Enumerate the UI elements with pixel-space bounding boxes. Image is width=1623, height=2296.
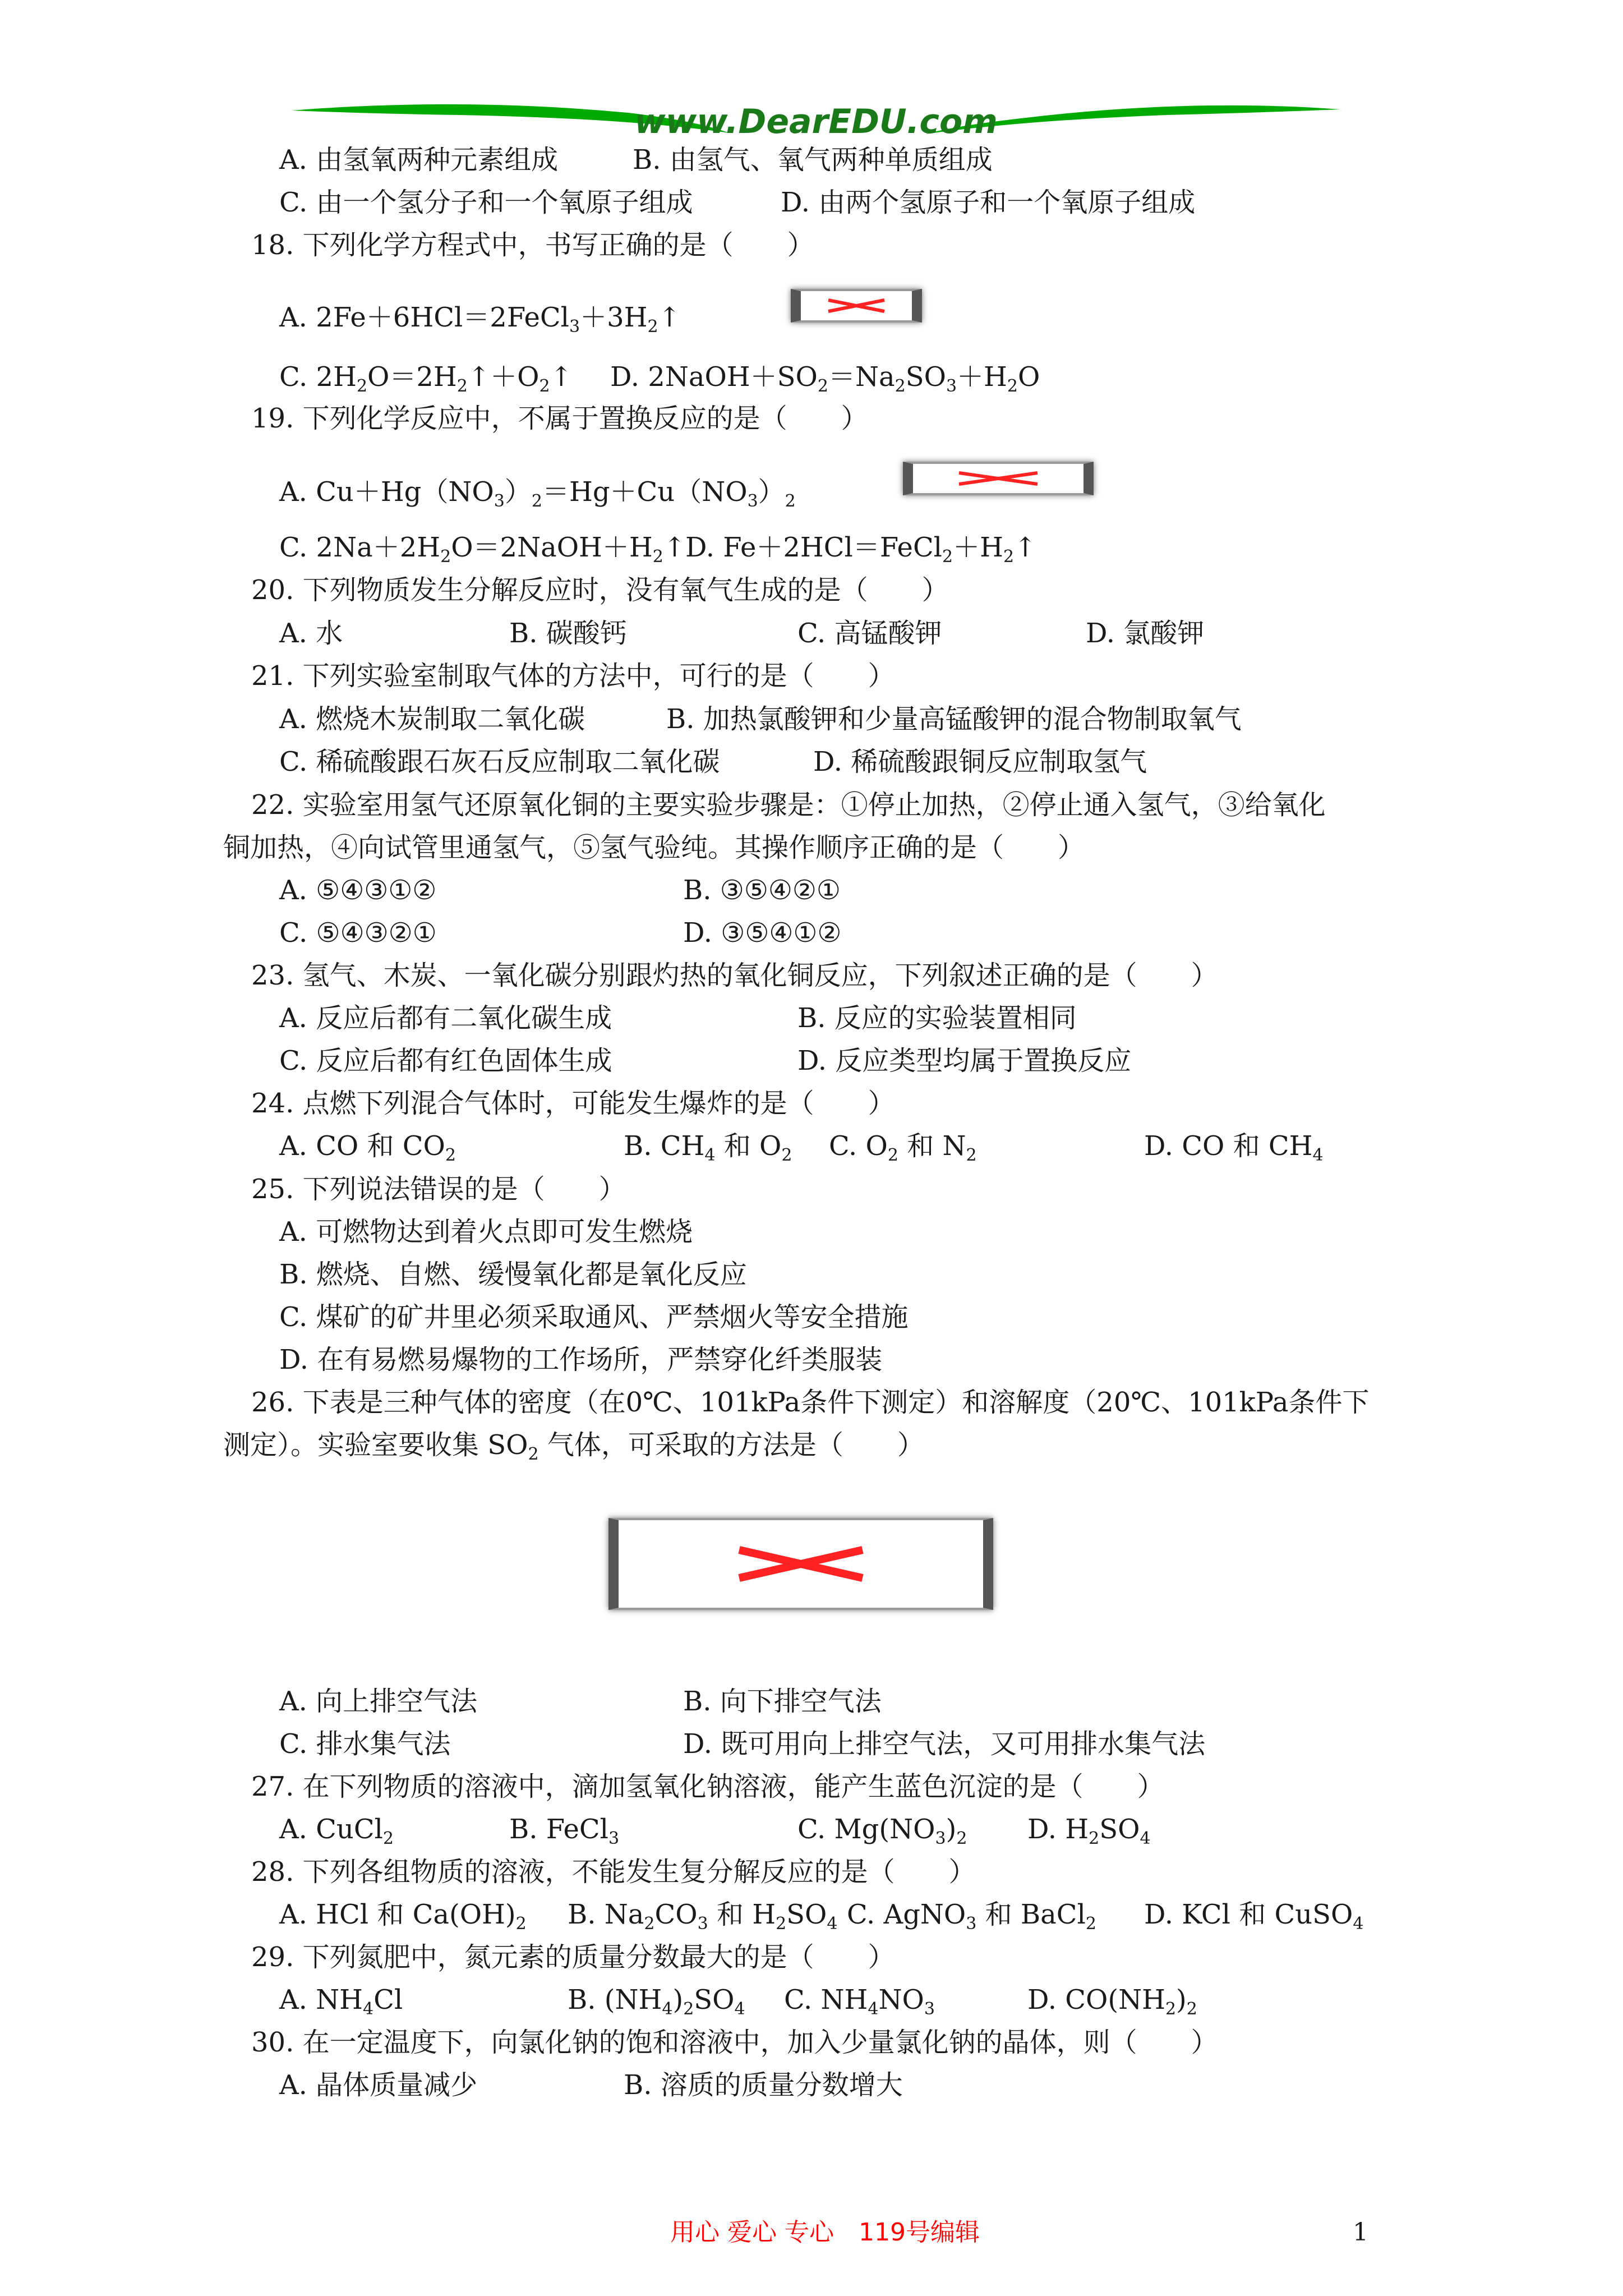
q29-option-d: D. $CO(NH_2)_2$ bbox=[1027, 1984, 1197, 2019]
q17-option-b: B. 由氢气、氧气两种单质组成 bbox=[633, 144, 993, 176]
q23-option-c: C. 反应后都有红色固体生成 bbox=[279, 1045, 612, 1076]
q26-option-a: A. 向上排空气法 bbox=[279, 1686, 478, 1717]
header-banner bbox=[292, 98, 1340, 149]
q22-stem-line2: 铜加热，④向试管里通氢气，⑤氢气验纯。其操作顺序正确的是（ ） bbox=[223, 832, 1085, 863]
q26-stem-line2: 测定）。实验室要收集 $SO_2$ 气体，可采取的方法是（ ） bbox=[223, 1429, 924, 1464]
footer-text: 用心 爱心 专心 119号编辑 bbox=[670, 2218, 980, 2247]
q20-option-a: A. 水 bbox=[279, 618, 343, 649]
q17-option-c: C. 由一个氢分子和一个氧原子组成 bbox=[279, 187, 693, 218]
q18-option-a: A. $2Fe+6HCl=2FeCl_3+3H_2↑$ bbox=[279, 302, 681, 337]
broken-image-icon bbox=[608, 1518, 993, 1610]
q26-option-b: B. 向下排空气法 bbox=[683, 1686, 882, 1717]
broken-image-icon bbox=[903, 462, 1094, 495]
q30-option-a: A. 晶体质量减少 bbox=[279, 2069, 478, 2101]
q27-stem: 27. 在下列物质的溶液中，滴加氢氧化钠溶液，能产生蓝色沉淀的是（ ） bbox=[251, 1771, 1164, 1802]
q28-option-c: C. AgNO$_3$ 和 BaCl$_2$ bbox=[847, 1899, 1096, 1934]
q27-option-c: C. $Mg(NO_3)_2$ bbox=[797, 1814, 967, 1848]
q17-option-a: A. 由氢氧两种元素组成 bbox=[279, 144, 559, 176]
q27-option-d: D. $H_2SO_4$ bbox=[1027, 1814, 1151, 1848]
q19-option-d: D. $Fe+2HCl=FeCl_2+H_2↑$ bbox=[685, 532, 1037, 567]
q19-option-c: C. $2Na+2H_2O=2NaOH+H_2↑$ bbox=[279, 532, 686, 567]
q30-stem: 30. 在一定温度下，向氯化钠的饱和溶液中，加入少量氯化钠的晶体，则（ ） bbox=[251, 2027, 1218, 2058]
q22-option-b: B. ③⑤④②① bbox=[683, 875, 841, 906]
q19-option-a: A. $Cu+Hg(NO_3)_2=Hg+Cu(NO_3)_2$ bbox=[279, 476, 796, 511]
q24-option-b: B. $CH_4$ 和 $O_2$ bbox=[624, 1130, 792, 1165]
q23-option-d: D. 反应类型均属于置换反应 bbox=[797, 1045, 1132, 1076]
q18-option-d: D. $2NaOH+SO_2=Na_2SO_3+H_2O$ bbox=[610, 361, 1040, 396]
q20-stem: 20. 下列物质发生分解反应时，没有氧气生成的是（ ） bbox=[251, 574, 949, 606]
q29-option-b: B. $(NH_4)_2SO_4$ bbox=[568, 1984, 745, 2019]
q22-stem-line1: 22. 实验室用氢气还原氧化铜的主要实验步骤是：①停止加热，②停止通入氢气，③给氧化 bbox=[251, 789, 1326, 821]
q21-option-d: D. 稀硫酸跟铜反应制取氢气 bbox=[813, 746, 1147, 777]
q17-option-d: D. 由两个氢原子和一个氧原子组成 bbox=[781, 187, 1196, 218]
q24-stem: 24. 点燃下列混合气体时，可能发生爆炸的是（ ） bbox=[251, 1088, 895, 1119]
q21-option-a: A. 燃烧木炭制取二氧化碳 bbox=[279, 703, 585, 735]
q27-option-b: B. FeCl$_3$ bbox=[509, 1814, 620, 1848]
q29-stem: 29. 下列氮肥中，氮元素的质量分数最大的是（ ） bbox=[251, 1941, 895, 1973]
q24-option-a: A. CO 和 $CO_2$ bbox=[279, 1130, 456, 1165]
broken-image-icon bbox=[791, 289, 922, 323]
q26-option-c: C. 排水集气法 bbox=[279, 1728, 451, 1760]
q21-stem: 21. 下列实验室制取气体的方法中，可行的是（ ） bbox=[251, 660, 895, 692]
q19-stem: 19. 下列化学反应中，不属于置换反应的是（ ） bbox=[251, 403, 868, 434]
q18-stem: 18. 下列化学方程式中，书写正确的是（ ） bbox=[251, 229, 814, 261]
q22-option-c: C. ⑤④③②① bbox=[279, 917, 437, 949]
q29-option-c: C. $NH_4NO_3$ bbox=[784, 1984, 935, 2019]
site-logo: www.DearEDU.com bbox=[634, 102, 998, 141]
q27-option-a: A. CuCl$_2$ bbox=[279, 1814, 394, 1848]
q23-stem: 23. 氢气、木炭、一氧化碳分别跟灼热的氧化铜反应，下列叙述正确的是（ ） bbox=[251, 960, 1218, 991]
q24-option-c: C. $O_2$ 和 $N_2$ bbox=[829, 1130, 977, 1165]
q21-option-c: C. 稀硫酸跟石灰石反应制取二氧化碳 bbox=[279, 746, 720, 777]
q25-option-a: A. 可燃物达到着火点即可发生燃烧 bbox=[279, 1216, 693, 1248]
q20-option-b: B. 碳酸钙 bbox=[509, 618, 627, 649]
q30-option-b: B. 溶质的质量分数增大 bbox=[624, 2069, 903, 2101]
q21-option-b: B. 加热氯酸钾和少量高锰酸钾的混合物制取氧气 bbox=[666, 703, 1242, 735]
q24-option-d: D. CO 和 $CH_4$ bbox=[1144, 1130, 1324, 1165]
q26-option-d: D. 既可用向上排空气法，又可用排水集气法 bbox=[683, 1728, 1206, 1760]
q25-stem: 25. 下列说法错误的是（ ） bbox=[251, 1174, 626, 1205]
q28-option-b: B. $Na_2CO_3$ 和 $H_2SO_4$ bbox=[568, 1899, 838, 1934]
q22-option-a: A. ⑤④③①② bbox=[279, 875, 437, 906]
q18-option-c: C. $2H_2O=2H_2↑+O_2↑$ bbox=[279, 361, 573, 396]
q23-option-b: B. 反应的实验装置相同 bbox=[797, 1002, 1077, 1034]
q20-option-c: C. 高锰酸钾 bbox=[797, 618, 942, 649]
q29-option-a: A. $NH_4Cl$ bbox=[279, 1984, 403, 2019]
q28-option-a: A. HCl 和 $Ca(OH)_2$ bbox=[279, 1899, 527, 1934]
q28-option-d: D. KCl 和 CuSO$_4$ bbox=[1144, 1899, 1364, 1934]
q22-option-d: D. ③⑤④①② bbox=[683, 917, 842, 949]
q20-option-d: D. 氯酸钾 bbox=[1086, 618, 1205, 649]
q25-option-c: C. 煤矿的矿井里必须采取通风、严禁烟火等安全措施 bbox=[279, 1301, 909, 1333]
q28-stem: 28. 下列各组物质的溶液，不能发生复分解反应的是（ ） bbox=[251, 1856, 976, 1888]
q26-stem-line1: 26. 下表是三种气体的密度（在0℃、101kPa条件下测定）和溶解度（20℃、101kPa条件下 bbox=[251, 1387, 1370, 1418]
q23-option-a: A. 反应后都有二氧化碳生成 bbox=[279, 1002, 612, 1034]
q25-option-b: B. 燃烧、自燃、缓慢氧化都是氧化反应 bbox=[279, 1259, 747, 1290]
page-number: 1 bbox=[1353, 2218, 1368, 2247]
q25-option-d: D. 在有易燃易爆物的工作场所，严禁穿化纤类服装 bbox=[279, 1344, 883, 1375]
